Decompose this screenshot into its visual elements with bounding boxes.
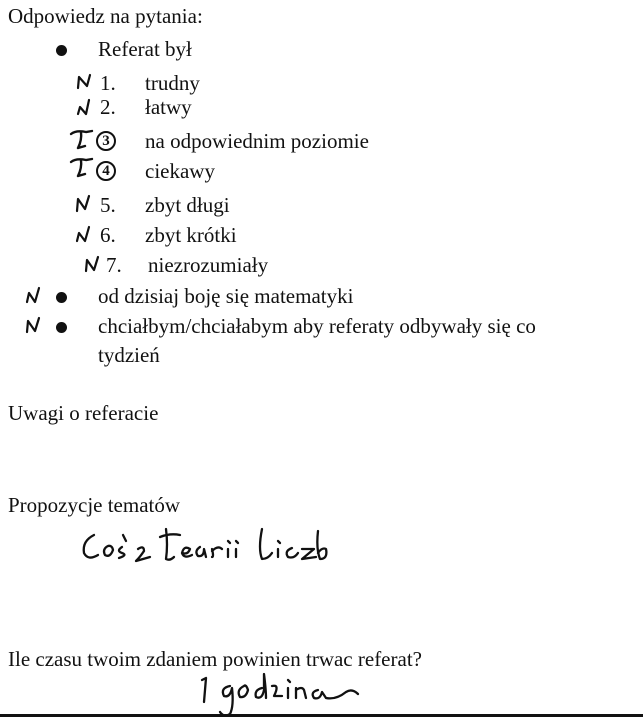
- handwritten-n-mark-7: [83, 253, 105, 275]
- question1-label: Referat był: [98, 37, 192, 61]
- handwritten-duration-drawing: [196, 670, 366, 720]
- option-4-number-circled: 4: [96, 161, 116, 181]
- statement2-text-line2: tydzień: [98, 343, 160, 367]
- handwritten-n-mark-statement2: [24, 314, 46, 336]
- option-2-text: łatwy: [145, 95, 192, 119]
- remarks-label: Uwagi o referacie: [8, 401, 159, 425]
- topics-label: Propozycje tematów: [8, 493, 181, 517]
- duration-handwritten-answer: [196, 670, 366, 720]
- duration-question: Ile czasu twoim zdaniem powinien trwac referat?: [8, 647, 422, 671]
- option-5-text: zbyt długi: [145, 193, 230, 217]
- statement2-text-line1: chciałbym/chciałabym aby referaty odbywały się co: [98, 314, 536, 338]
- bullet-statement2: [56, 322, 67, 333]
- option-3-number-circled: 3: [96, 131, 116, 151]
- handwritten-t-mark-4: [68, 156, 98, 180]
- statement1-text: od dzisiaj boję się matematyki: [98, 284, 354, 308]
- bottom-edge-line: [0, 714, 643, 717]
- option-7-text: niezrozumiały: [148, 253, 269, 277]
- option-3-text: na odpowiednim poziomie: [145, 129, 369, 153]
- option-1-text: trudny: [145, 71, 200, 95]
- form-heading: Odpowiedz na pytania:: [8, 4, 203, 28]
- handwritten-n-mark-6: [74, 223, 96, 245]
- option-1-number: 1.: [100, 71, 116, 95]
- option-7-number: 7.: [106, 253, 122, 277]
- option-6-text: zbyt krótki: [145, 223, 237, 247]
- handwritten-n-mark-1: [75, 72, 97, 92]
- handwritten-n-mark-5: [74, 193, 96, 215]
- topics-handwritten-answer: [78, 521, 328, 569]
- handwritten-n-mark-statement1: [24, 284, 46, 306]
- handwritten-n-mark-2: [75, 97, 97, 117]
- handwritten-topics-drawing: [78, 521, 328, 569]
- option-5-number: 5.: [100, 193, 116, 217]
- option-2-number: 2.: [100, 95, 116, 119]
- option-6-number: 6.: [100, 223, 116, 247]
- bullet-question1: [56, 45, 67, 56]
- option-4-text: ciekawy: [145, 159, 215, 183]
- handwritten-t-mark-3: [68, 128, 98, 152]
- bullet-statement1: [56, 292, 67, 303]
